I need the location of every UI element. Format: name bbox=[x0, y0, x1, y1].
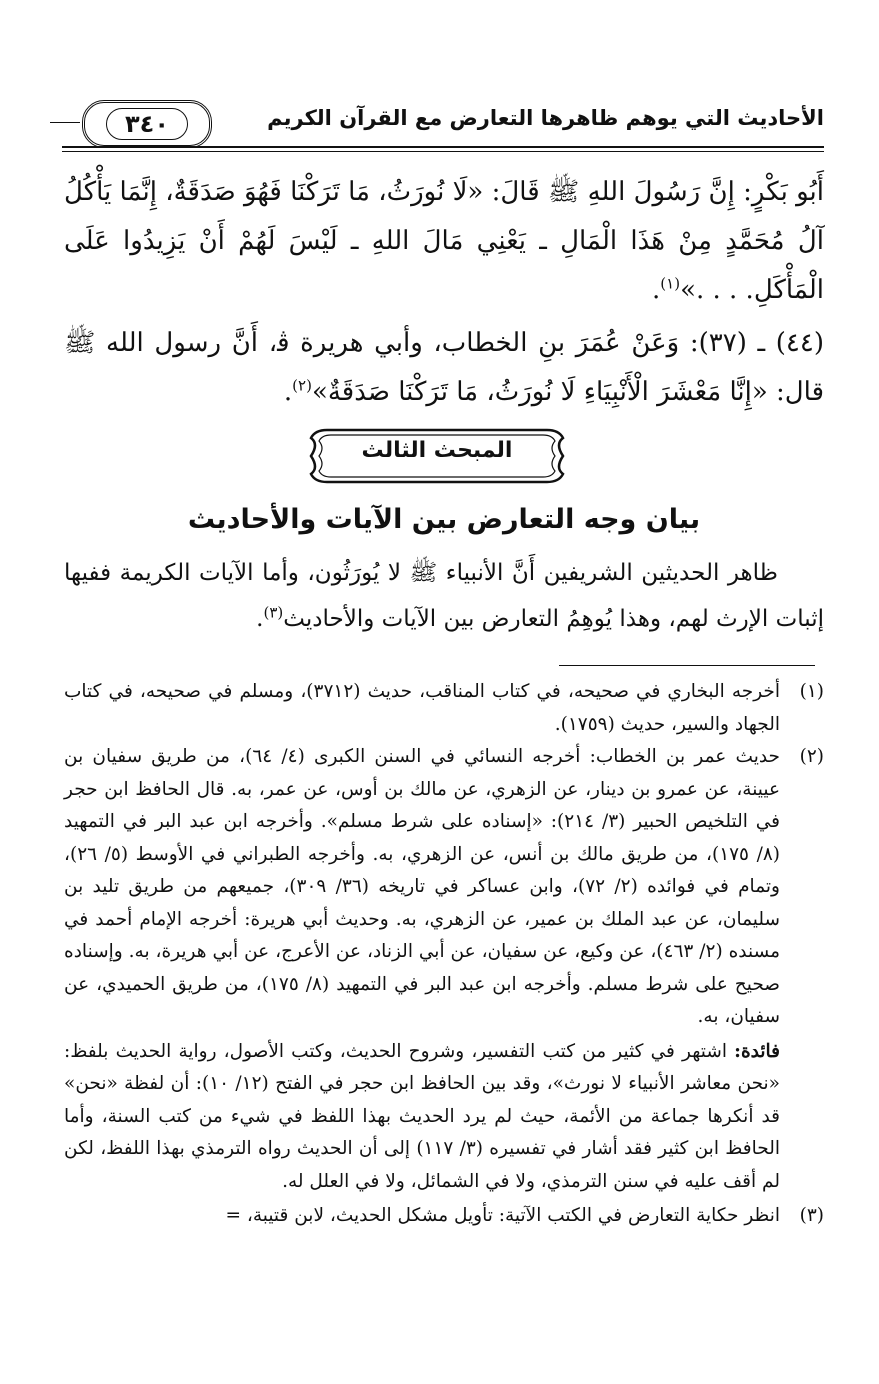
footnotes bbox=[64, 676, 824, 1233]
header-ornament-line bbox=[50, 122, 80, 123]
page-number-frame bbox=[82, 100, 212, 148]
main-text bbox=[64, 168, 824, 417]
hadith-paragraph-2: (٤٤) ـ (٣٧): وَعَنْ عُمَرَ بنِ الخطاب، وأبي هريرة ﭬ، أَنَّ رسول الله ﷺ قال: «إِنَّا مَعْشَرَ الْأَنْبِيَاءِ لَا نُورَثُ، مَا تَرَكْنَا صَدَقَةٌ»$^{(٢)}$. bbox=[64, 328, 824, 407]
footnote-3-number: (٣) bbox=[799, 1205, 824, 1226]
header-rule bbox=[62, 146, 824, 148]
hadith-1-text: أَبُو بَكْرٍ: إِنَّ رَسُولَ اللهِ ﷺ قَالَ: «لَا نُورَثُ، مَا تَرَكْنَا فَهُوَ صَدَقَةٌ، إِنَّمَا يَأْكُلُ آلُ مُحَمَّدٍ مِنْ هَذَا الْمَالِ ـ يَعْنِي مَالَ اللهِ ـ لَيْسَ لَهُمْ أَنْ يَزِيدُوا عَلَى الْمَأْكَلِ. . . .» bbox=[64, 177, 824, 305]
section-heading-frame bbox=[297, 424, 577, 488]
footnote-1-text: أخرجه البخاري في صحيحه، في كتاب المناقب، حديث (٣٧١٢)، ومسلم في صحيحه، في كتاب الجهاد والسير، حديث (١٧٥٩). bbox=[64, 681, 780, 735]
hadith-2-text: (٤٤) ـ (٣٧): وَعَنْ عُمَرَ بنِ الخطاب، وأبي هريرة ﭬ، أَنَّ رسول الله ﷺ قال: «إِنَّا مَعْشَرَ الْأَنْبِيَاءِ لَا نُورَثُ، مَا تَرَكْنَا صَدَقَةٌ» bbox=[64, 328, 824, 407]
section-body bbox=[64, 550, 824, 642]
footnote-ref-2[interactable]: (٢) bbox=[292, 376, 312, 395]
body-text: ظاهر الحديثين الشريفين أَنَّ الأنبياء ﷺ لا يُورَثُون، وأما الآيات الكريمة ففيها إثبات الإرث لهم، وهذا يُوهِمُ التعارض بين الآيات والأحاديث bbox=[64, 560, 824, 632]
section-title: بيان وجه التعارض بين الآيات والأحاديث bbox=[187, 504, 701, 535]
footnote-2-text: حديث عمر بن الخطاب: أخرجه النسائي في السنن الكبرى (٤/ ٦٤)، من طريق سفيان بن عيينة، عن عمرو بن دينار، عن الزهري، عن مالك بن أوس، عن عمر، به. قال الحافظ ابن حجر في التلخيص الحبير (٣/ ٢١٤): «إسناده على شرط مسلم». وأخرجه ابن عبد البر في التمهيد (٨/ ١٧٥)، من طريق مالك بن أنس، عن الزهري، به. وأخرجه الطبراني في الأوسط (٥/ ٢٦)، وتمام في فوائده (٢/ ٧٢)، وابن عساكر في تاريخه (٣٦/ ٣٠٩)، جميعهم من طريق تليد بن سليمان، عن عبد الملك بن عمير، عن الزهري، به. وحديث أبي هريرة: أخرجه الإمام أحمد في مسنده (٢/ ٤٦٣)، عن وكيع، عن سفيان، عن أبي الزناد، عن الأعرج، عن أبي هريرة، به. وإسناده صحيح على شرط مسلم. وأخرجه ابن عبد البر في التمهيد (٨/ ١٧٥)، من طريق الحميدي، عن سفيان، به. bbox=[64, 746, 780, 1027]
footnote-1 bbox=[64, 676, 824, 741]
footnote-1-number: (١) bbox=[799, 681, 824, 702]
hadith-paragraph-1: أَبُو بَكْرٍ: إِنَّ رَسُولَ اللهِ ﷺ قَالَ: «لَا نُورَثُ، مَا تَرَكْنَا فَهُوَ صَدَقَةٌ، إِنَّمَا يَأْكُلُ آلُ مُحَمَّدٍ مِنْ هَذَا الْمَالِ ـ يَعْنِي مَالَ اللهِ ـ لَيْسَ لَهُمْ أَنْ يَزِيدُوا عَلَى الْمَأْكَلِ. . . .»$^{(١)}$. bbox=[64, 177, 824, 305]
footnote-ref-3[interactable]: (٣) bbox=[263, 603, 284, 622]
note-lead: فائدة: bbox=[734, 1040, 780, 1062]
footnote-3-text: انظر حكاية التعارض في الكتب الآتية: تأويل مشكل الحديث، لابن قتيبة، = bbox=[225, 1205, 780, 1226]
note-text: اشتهر في كثير من كتب التفسير، وشروح الحديث، وكتب الأصول، رواية الحديث بلفظ: «نحن معاشر الأنبياء لا نورث»، وقد بين الحافظ ابن حجر في الفتح (١٢/ ١٠): أن لفظة «نحن» قد أنكرها جماعة من الأئمة، حيث لم يرد الحديث بهذا اللفظ في شيء من كتب السنة، وأما الحافظ ابن كثير فقد أشار في تفسيره (٣/ ١١٧) إلى أن الحديث رواه الترمذي بهذا اللفظ، لكن لم أقف عليه في سنن الترمذي، ولا في الشمائل، ولا في العلل له. bbox=[64, 1040, 781, 1192]
body-paragraph: ظاهر الحديثين الشريفين أَنَّ الأنبياء ﷺ لا يُورَثُون، وأما الآيات الكريمة ففيها إثبات الإرث لهم، وهذا يُوهِمُ التعارض بين الآيات والأحاديث$^{(٣)}$. bbox=[64, 560, 824, 632]
section-label: المبحث الثالث bbox=[361, 438, 513, 463]
footnote-2 bbox=[64, 741, 824, 1034]
footnote-ref-1[interactable]: (١) bbox=[660, 274, 681, 293]
page-number: ٣٤٠ bbox=[106, 108, 188, 140]
footnote-2-note bbox=[64, 1036, 824, 1199]
header-rule-thin bbox=[62, 151, 824, 152]
page-header bbox=[62, 100, 824, 152]
footnote-3 bbox=[64, 1200, 824, 1233]
running-title: الأحاديث التي يوهم ظاهرها التعارض مع القرآن الكريم bbox=[267, 106, 824, 130]
footnote-2-number: (٢) bbox=[799, 746, 824, 767]
footnote-separator bbox=[559, 665, 815, 666]
